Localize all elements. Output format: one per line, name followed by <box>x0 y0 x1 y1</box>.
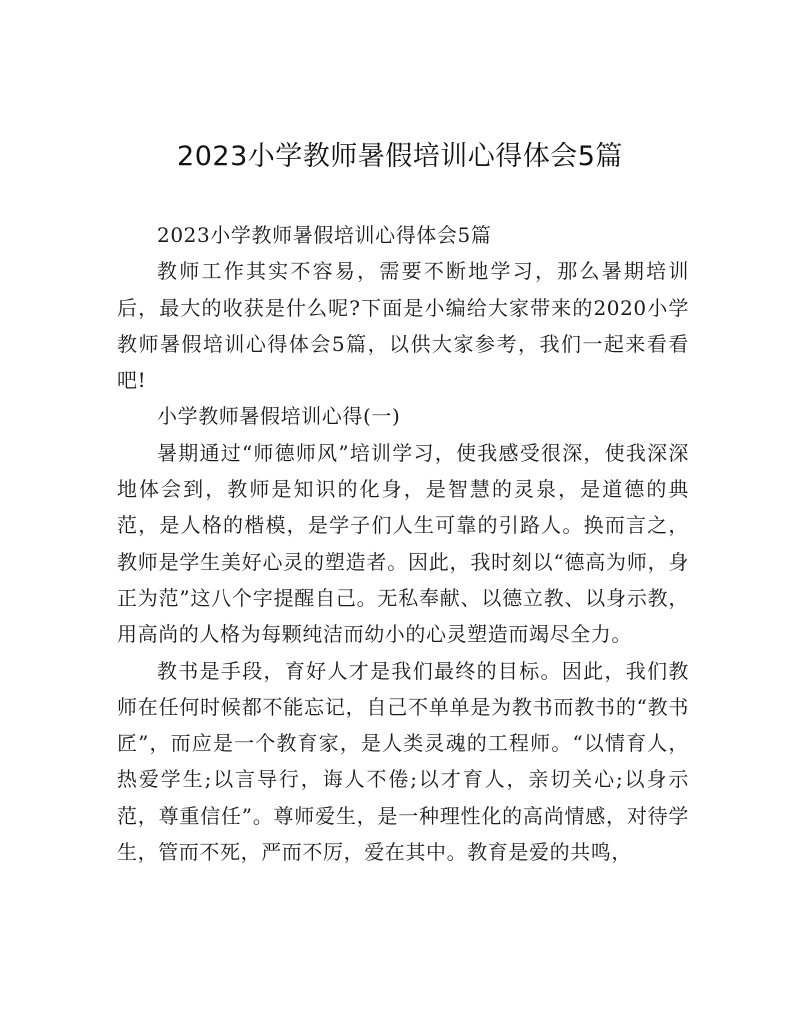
document-subtitle: 2023小学教师暑假培训心得体会5篇 <box>157 223 492 247</box>
document-body <box>117 217 689 870</box>
document-title: 2023小学教师暑假培训心得体会5篇 <box>177 141 623 172</box>
section-heading: 小学教师暑假培训心得(一) <box>157 404 401 429</box>
body-paragraph-1: 暑期通过“师德师风”培训学习，使我感受很深，使我深深地体会到，教师是知识的化身，是智慧的灵泉，是道德的典范，是人格的楷模，是学子们人生可靠的引路人。换而言之，教师是学生美好心灵的塑造者。因此，我时刻以“德高为师，身正为范”这八个字提醒自己。无私奉献、以德立教、以身示教，用高尚的人格为每颗纯洁而幼小的心灵塑造而竭尽全力。 <box>117 440 689 647</box>
intro-paragraph: 教师工作其实不容易，需要不断地学习，那么暑期培训后，最大的收获是什么呢?下面是小编给大家带来的2020小学教师暑假培训心得体会5篇，以供大家参考，我们一起来看看吧! <box>117 259 689 393</box>
body-paragraph-2: 教书是手段，育好人才是我们最终的目标。因此，我们教师在任何时候都不能忘记，自己不单单是为教书而教书的“教书匠”，而应是一个教育家，是人类灵魂的工程师。“以情育人，热爱学生;以言导行，诲人不倦;以才育人，亲切关心;以身示范，尊重信任”。尊师爱生，是一种理性化的高尚情感，对待学生，管而不死，严而不厉，爱在其中。教育是爱的共鸣， <box>117 658 689 865</box>
